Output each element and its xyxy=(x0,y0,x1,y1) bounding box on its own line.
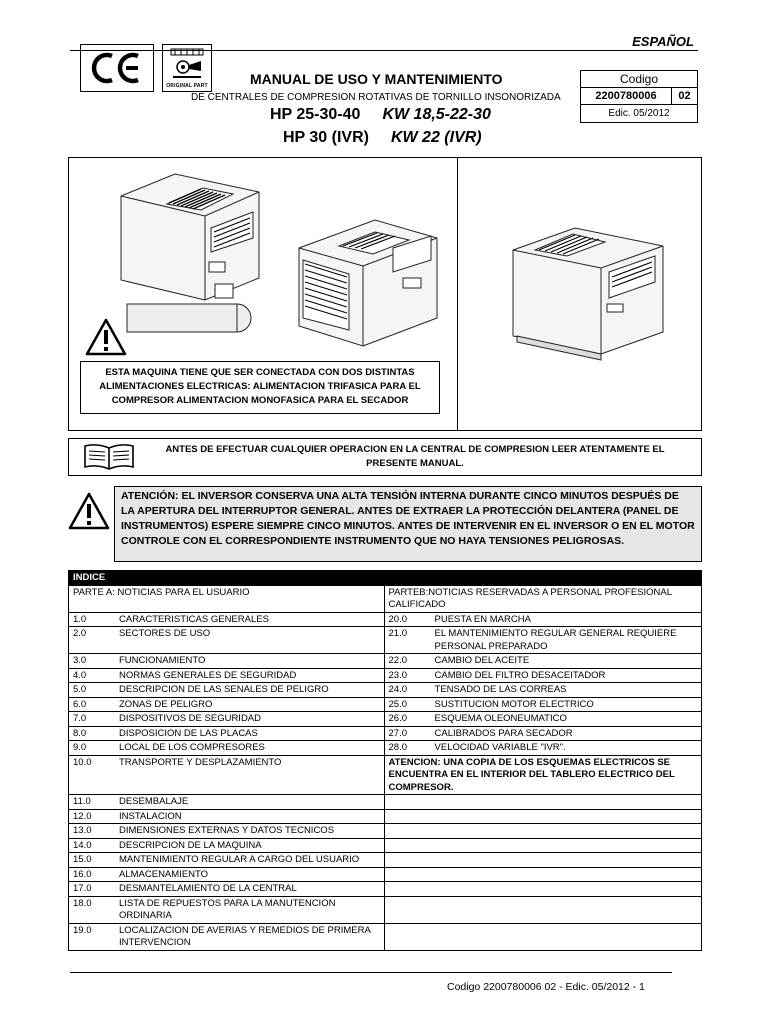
index-header-row xyxy=(69,571,702,586)
table-row xyxy=(69,627,702,654)
code-number: 2200780006 xyxy=(581,88,672,105)
section-number: 11.0 xyxy=(73,796,91,807)
section-number: 10.0 xyxy=(73,756,92,768)
index-parts-row xyxy=(69,585,702,612)
table-row xyxy=(69,838,702,853)
index-cell-right xyxy=(384,809,701,824)
section-title: NORMAS GENERALES DE SEGURIDAD xyxy=(119,669,297,681)
index-cell-left xyxy=(69,896,385,923)
index-cell-right xyxy=(384,923,701,950)
section-number: 18.0 xyxy=(73,897,92,909)
compressor-illustration xyxy=(509,220,669,368)
warning-triangle-icon xyxy=(85,318,127,356)
warning-triangle-icon xyxy=(68,492,110,530)
frame-divider xyxy=(457,158,458,430)
index-cell-left xyxy=(69,867,385,882)
index-cell-right xyxy=(384,838,701,853)
inverter-warning-box: ATENCIÓN: EL INVERSOR CONSERVA UNA ALTA TENSIÓN INTERNA DURANTE CINCO MINUTOS DESPUÉS DE LA APERTURA DEL INTERRUPTOR GENERAL. ANTES DE EXTRAER LA PROTECCIÓN DELANTERA (PANEL DE INSTRUMENTOS) ESPERE SIEMPRE CINCO MINUTOS. ANTES DE INTERVENIR EN EL INVERSOR O EN EL MOTOR CONTROLE CON EL CORRESPONDIENTE INSTRUMENTO QUE NO HAYA TENSIONES PELIGROSAS. xyxy=(114,486,702,562)
section-number: 1.0 xyxy=(73,613,87,625)
index-table xyxy=(68,570,702,951)
index-cell-left xyxy=(69,741,385,756)
section-title: CARACTERISTICAS GENERALES xyxy=(119,613,269,625)
index-cell-right xyxy=(384,795,701,810)
index-cell-right xyxy=(384,726,701,741)
compressor-illustration xyxy=(117,166,267,336)
section-title: LOCALIZACION DE AVERIAS Y REMEDIOS DE PRIMERA INTERVENCION xyxy=(119,924,371,948)
code-box xyxy=(580,70,698,123)
index-cell-left xyxy=(69,923,385,950)
section-title: DISPOSITIVOS DE SEGURIDAD xyxy=(119,713,261,724)
index-cell-right xyxy=(384,755,701,795)
electrical-warning-box: ESTA MAQUINA TIENE QUE SER CONECTADA CON DOS DISTINTAS ALIMENTACIONES ELECTRICAS: ALIMENTACION TRIFASICA PARA EL COMPRESOR ALIMENTACION MONOFASICA PARA EL SECADOR xyxy=(80,361,440,414)
index-cell-left xyxy=(69,755,385,795)
section-number: 7.0 xyxy=(73,713,87,724)
index-cell-right xyxy=(384,741,701,756)
index-cell-right xyxy=(384,824,701,839)
table-row xyxy=(69,683,702,698)
section-number: 21.0 xyxy=(388,628,408,639)
table-row xyxy=(69,923,702,950)
section-number: 13.0 xyxy=(73,825,92,836)
section-title: EL MANTENIMIENTO REGULAR GENERAL REQUIERE PERSONAL PREPARADO xyxy=(434,628,677,652)
index-cell-left xyxy=(69,683,385,698)
table-row xyxy=(69,853,702,868)
table-row xyxy=(69,654,702,669)
language-label: ESPAÑOL xyxy=(632,34,694,49)
section-title: TRANSPORTE Y DESPLAZAMIENTO xyxy=(119,756,282,768)
index-cell-right xyxy=(384,668,701,683)
section-title: SUSTITUCION MOTOR ELECTRICO xyxy=(434,698,594,710)
index-cell-left xyxy=(69,824,385,839)
ce-mark-icon xyxy=(80,44,154,92)
edition-label: Edic. 05/2012 xyxy=(608,108,670,119)
table-row xyxy=(69,697,702,712)
index-cell-right xyxy=(384,882,701,897)
section-title: DIMENSIONES EXTERNAS Y DATOS TECNICOS xyxy=(119,825,335,836)
index-cell-right xyxy=(384,896,701,923)
index-cell-right xyxy=(384,654,701,669)
open-book-icon xyxy=(69,443,149,471)
section-number: 24.0 xyxy=(388,684,408,695)
table-row xyxy=(69,882,702,897)
section-number: 26.0 xyxy=(388,713,408,724)
table-row xyxy=(69,741,702,756)
code-value-row xyxy=(581,88,697,105)
page-footer: Codigo 2200780006 02 - Edic. 05/2012 - 1 xyxy=(447,981,645,993)
part-b-heading: PARTEB:NOTICIAS RESERVADAS A PERSONAL PROFESIONAL CALIFICADO xyxy=(384,585,701,612)
index-heading: INDICE xyxy=(69,571,385,586)
table-row xyxy=(69,896,702,923)
table-row xyxy=(69,824,702,839)
section-title: SECTORES DE USO xyxy=(119,628,211,639)
section-number: 19.0 xyxy=(73,924,92,936)
index-cell-left xyxy=(69,712,385,727)
index-cell-left xyxy=(69,795,385,810)
models-line-1: HP 25-30-40 KW 18,5-22-30 xyxy=(270,106,491,123)
section-title: TENSADO DE LAS CORREAS xyxy=(434,684,567,695)
compressor-illustration xyxy=(295,200,445,360)
section-number: 12.0 xyxy=(73,810,92,822)
index-cell-left xyxy=(69,838,385,853)
section-number: 2.0 xyxy=(73,628,87,639)
section-number: 23.0 xyxy=(388,669,408,681)
table-row xyxy=(69,795,702,810)
section-number: 5.0 xyxy=(73,684,87,695)
index-cell-right xyxy=(384,612,701,627)
index-cell-right xyxy=(384,712,701,727)
index-cell-right xyxy=(384,683,701,698)
original-part-icon: ORIGINAL PART xyxy=(162,44,212,92)
table-row xyxy=(69,755,702,795)
section-number: 22.0 xyxy=(388,655,408,666)
index-cell-left xyxy=(69,668,385,683)
index-cell-right xyxy=(384,867,701,882)
section-title: ATENCION: UNA COPIA DE LOS ESQUEMAS ELECTRICOS SE ENCUENTRA EN EL INTERIOR DEL TABLERO ELECTRICO DEL COMPRESOR. xyxy=(388,756,675,793)
section-number: 25.0 xyxy=(388,698,408,710)
table-row xyxy=(69,726,702,741)
section-title: LOCAL DE LOS COMPRESORES xyxy=(119,742,265,753)
section-title: DESEMBALAJE xyxy=(119,796,189,807)
section-number: 4.0 xyxy=(73,669,87,681)
index-cell-left xyxy=(69,809,385,824)
section-title: VELOCIDAD VARIABLE "IVR". xyxy=(434,742,566,753)
section-number: 27.0 xyxy=(388,727,408,739)
section-title: CAMBIO DEL ACEITE xyxy=(434,655,530,666)
bottom-rule xyxy=(70,972,672,973)
section-number: 9.0 xyxy=(73,742,87,753)
document-title: MANUAL DE USO Y MANTENIMIENTO xyxy=(250,71,503,87)
index-cell-left xyxy=(69,697,385,712)
index-cell-right xyxy=(384,627,701,654)
table-row xyxy=(69,668,702,683)
index-cell-left xyxy=(69,853,385,868)
section-number: 28.0 xyxy=(388,742,408,753)
section-title: ZONAS DE PELIGRO xyxy=(119,698,213,710)
section-title: DISPOSICION DE LAS PLACAS xyxy=(119,727,258,739)
section-title: DESCRIPCION DE LA MAQUINA xyxy=(119,839,262,851)
section-title: ESQUEMA OLEONEUMATICO xyxy=(434,713,567,724)
index-cell-left xyxy=(69,882,385,897)
table-row xyxy=(69,809,702,824)
section-title: CAMBIO DEL FILTRO DESACEITADOR xyxy=(434,669,606,681)
code-label: Codigo xyxy=(581,71,697,88)
table-row xyxy=(69,612,702,627)
index-cell-left xyxy=(69,612,385,627)
section-title: CALIBRADOS PARA SECADOR xyxy=(434,727,573,739)
section-number: 20.0 xyxy=(388,613,408,625)
section-number: 17.0 xyxy=(73,883,92,894)
section-title: DESCRIPCION DE LAS SENALES DE PELIGRO xyxy=(119,684,329,695)
section-title: LISTA DE REPUESTOS PARA LA MANUTENCION ORDINARIA xyxy=(119,897,336,921)
section-title: DESMANTELAMIENTO DE LA CENTRAL xyxy=(119,883,297,894)
section-number: 14.0 xyxy=(73,839,92,851)
index-cell-left xyxy=(69,726,385,741)
section-title: PUESTA EN MARCHA xyxy=(434,613,531,625)
section-number: 15.0 xyxy=(73,854,92,865)
table-row xyxy=(69,712,702,727)
index-cell-right xyxy=(384,853,701,868)
models-line-2: HP 30 (IVR) KW 22 (IVR) xyxy=(283,129,482,146)
section-number: 8.0 xyxy=(73,727,87,739)
section-title: FUNCIONAMIENTO xyxy=(119,655,206,666)
section-number: 3.0 xyxy=(73,655,87,666)
read-manual-text: ANTES DE EFECTUAR CUALQUIER OPERACION EN LA CENTRAL DE COMPRESION LEER ATENTAMENTE EL PRESENTE MANUAL. xyxy=(165,444,665,469)
code-revision: 02 xyxy=(678,90,691,102)
index-cell-left xyxy=(69,627,385,654)
section-number: 16.0 xyxy=(73,868,92,880)
section-title: INSTALACION xyxy=(119,810,182,822)
section-title: ALMACENAMIENTO xyxy=(119,868,209,880)
document-subtitle: DE CENTRALES DE COMPRESION ROTATIVAS DE TORNILLO INSONORIZADA xyxy=(191,92,561,103)
index-cell-right xyxy=(384,697,701,712)
table-row xyxy=(69,867,702,882)
section-number: 6.0 xyxy=(73,698,87,710)
section-title: MANTENIMIENTO REGULAR A CARGO DEL USUARIO xyxy=(119,854,360,865)
part-a-heading: PARTE A: NOTICIAS PARA EL USUARIO xyxy=(69,585,385,612)
index-cell-left xyxy=(69,654,385,669)
read-manual-notice xyxy=(68,438,702,476)
